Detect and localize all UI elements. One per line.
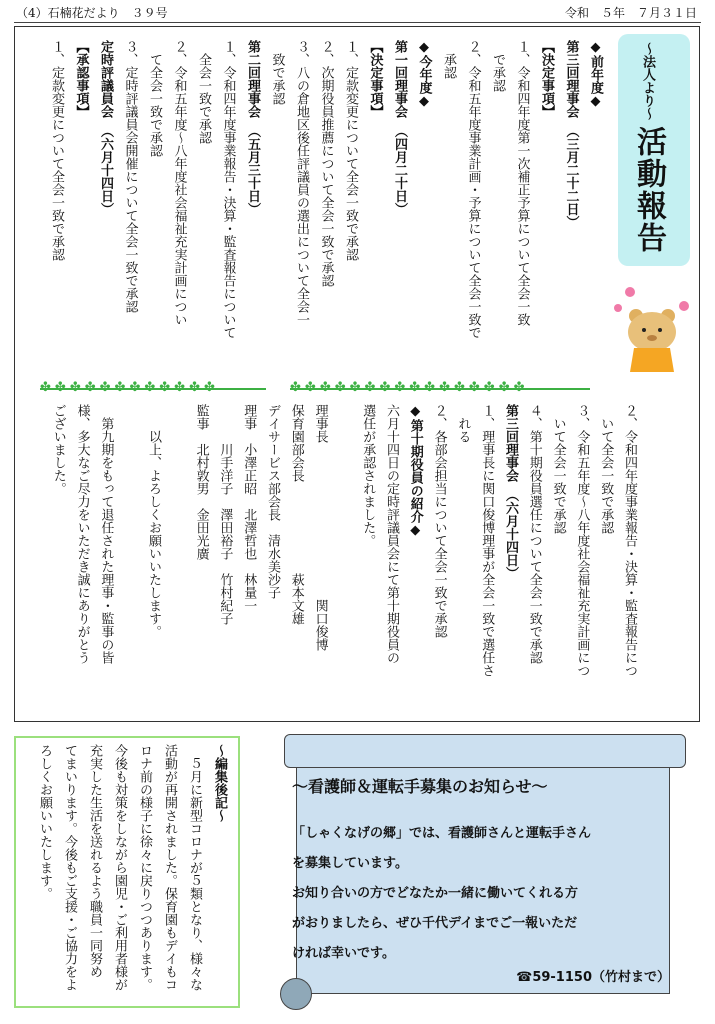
notice-line: お知り合いの方でどなたか一緒に働いてくれる方 bbox=[292, 886, 579, 901]
editorial-box bbox=[14, 736, 240, 1008]
clover-decoration-left: ✤ ✤ ✤ ✤ ✤ ✤ ✤ ✤ ✤ ✤ ✤ ✤ bbox=[40, 380, 215, 395]
text-column: ３、八の倉地区後任評議員の選出について全会一 bbox=[294, 40, 309, 326]
notice-scroll-top bbox=[284, 734, 686, 768]
text-column: ２、各部会担当について全会一致で承認 bbox=[431, 404, 447, 638]
text-column: ２、次期役員推薦について全会一致で承認 bbox=[318, 40, 334, 287]
text-column bbox=[170, 404, 190, 714]
editorial-line: 活動が再開されました。保育園もデイもコ bbox=[162, 744, 177, 991]
contact-phone: ☎59-1150（竹村まで） bbox=[516, 970, 670, 985]
text-column: 理事長 関口俊博 bbox=[312, 404, 328, 651]
text-column bbox=[122, 404, 142, 714]
page-number-header: （4）石楠花だより ３９号 bbox=[16, 6, 168, 20]
notice-title: 〜看護師＆運転手募集のお知らせ〜 bbox=[292, 777, 548, 796]
text-column: ◆第十期役員の紹介◆ bbox=[407, 404, 423, 538]
text-column: 【承認事項】 bbox=[73, 40, 89, 118]
editorial-line: 〜編集後記〜 bbox=[212, 744, 227, 822]
badge-subtitle: 〜法人より〜 bbox=[640, 42, 655, 120]
text-column: 保育園部会長 萩本文雄 bbox=[288, 404, 304, 625]
header-rule bbox=[14, 22, 701, 23]
text-column: 理事 小澤正昭 北澤哲也 林量一 bbox=[241, 404, 257, 612]
text-column: 第三回理事会 （三月二十二日） bbox=[563, 40, 579, 229]
editorial-line: ロナ前の様子に徐々に戻りつつあります。 bbox=[137, 744, 152, 991]
editorial-line: 充実した生活を送れるよう職員一同努め bbox=[87, 744, 102, 978]
text-column: ３、令和五年度〜八年度社会福祉充実計画につ bbox=[574, 404, 590, 677]
notice-scroll-curl bbox=[280, 978, 312, 1010]
text-column: いて全会一致で承認 bbox=[598, 404, 614, 534]
clover-decoration-right: ✤ ✤ ✤ ✤ ✤ ✤ ✤ ✤ ✤ ✤ ✤ ✤ ✤ ✤ ✤ ✤ bbox=[290, 380, 525, 395]
text-column: 【決定事項】 bbox=[539, 40, 554, 118]
text-column: ３、定時評議員会開催について全会一致で承認 bbox=[122, 40, 138, 313]
badge-title: 活動報告 bbox=[631, 126, 666, 254]
text-column: ございました。 bbox=[50, 404, 66, 495]
issue-date: 令和 ５年 ７月３１日 bbox=[564, 6, 697, 20]
editorial-line: ろしくお願いいたします。 bbox=[37, 744, 52, 900]
text-column: 川手洋子 澤田裕子 竹村紀子 bbox=[217, 404, 233, 625]
text-column: ◆前年度◆ bbox=[588, 40, 603, 109]
text-column: ２、令和五年度〜八年度社会福祉充実計画につい bbox=[171, 40, 187, 326]
notice-line: がおりましたら、ぜひ千代デイまでご一報いただ bbox=[292, 916, 578, 931]
notice-line: ければ幸いです。 bbox=[292, 946, 395, 961]
text-column: 第九期をもって退任された理事・監事の皆 bbox=[98, 404, 114, 664]
text-column: 監事 北村敦男 金田光廣 bbox=[193, 404, 209, 560]
text-column: １、理事長に関口俊博理事が全会一致で選任さ bbox=[479, 404, 495, 677]
recruitment-notice bbox=[280, 734, 700, 1014]
text-column: で承認 bbox=[490, 40, 505, 92]
notice-line: を募集しています。 bbox=[292, 856, 408, 871]
text-column: ２、令和四年度事業報告・決算・監査報告につ bbox=[622, 404, 637, 677]
editorial-line: 今後も対策をしながら園児・ご利用者様が bbox=[112, 744, 127, 991]
text-column: いて全会一致で承認 bbox=[550, 404, 566, 534]
text-column: 様、多大なご尽力をいただき誠にありがとう bbox=[74, 404, 90, 664]
section-badge bbox=[618, 34, 690, 266]
text-column: 第二回理事会 （五月三十日） bbox=[245, 40, 260, 216]
text-column: １、定款変更について全会一致で承認 bbox=[49, 40, 64, 261]
text-column: 以上、よろしくお願いいたします。 bbox=[146, 404, 161, 638]
text-column: １、令和四年度第一次補正予算について全会一致 bbox=[514, 40, 530, 326]
text-column: 【決定事項】 bbox=[367, 40, 383, 118]
text-column: れる bbox=[455, 404, 471, 443]
notice-line: 「しゃくなげの郷」では、看護師さんと運転手さん bbox=[292, 826, 592, 841]
text-column: ２、令和五年度事業計画・予算について全会一致で bbox=[465, 40, 481, 339]
text-column: 六月十四日の定時評議員会にて第十期役員の bbox=[384, 404, 399, 664]
editorial-line: ５月に新型コロナが５類となり、様々な bbox=[187, 744, 202, 991]
text-column: ４、第十期役員選任について全会一致で承認 bbox=[526, 404, 542, 664]
text-column bbox=[336, 404, 356, 714]
bear-mascot-icon bbox=[610, 282, 692, 374]
text-column: 第一回理事会 （四月二十日） bbox=[392, 40, 407, 216]
text-column: て全会一致で承認 bbox=[147, 40, 162, 157]
text-column: 第三回理事会 （六月十四日） bbox=[503, 404, 518, 580]
text-column: 承認 bbox=[441, 40, 456, 79]
text-column: デイサービス部会長 清水美沙子 bbox=[265, 404, 280, 599]
text-column: 選任が承認されました。 bbox=[360, 404, 376, 547]
text-column: 全会一致で承認 bbox=[196, 40, 211, 144]
text-column: １、定款変更について全会一致で承認 bbox=[343, 40, 358, 261]
text-column: １、令和四年度事業報告・決算・監査報告について bbox=[220, 40, 236, 339]
editorial-line: てまいります。今後もご支援・ご協力をよ bbox=[62, 744, 77, 991]
text-column: 定時評議員会 （六月十四日） bbox=[98, 40, 113, 216]
text-column: 致で承認 bbox=[269, 40, 285, 105]
text-column: ◆今年度◆ bbox=[416, 40, 432, 109]
